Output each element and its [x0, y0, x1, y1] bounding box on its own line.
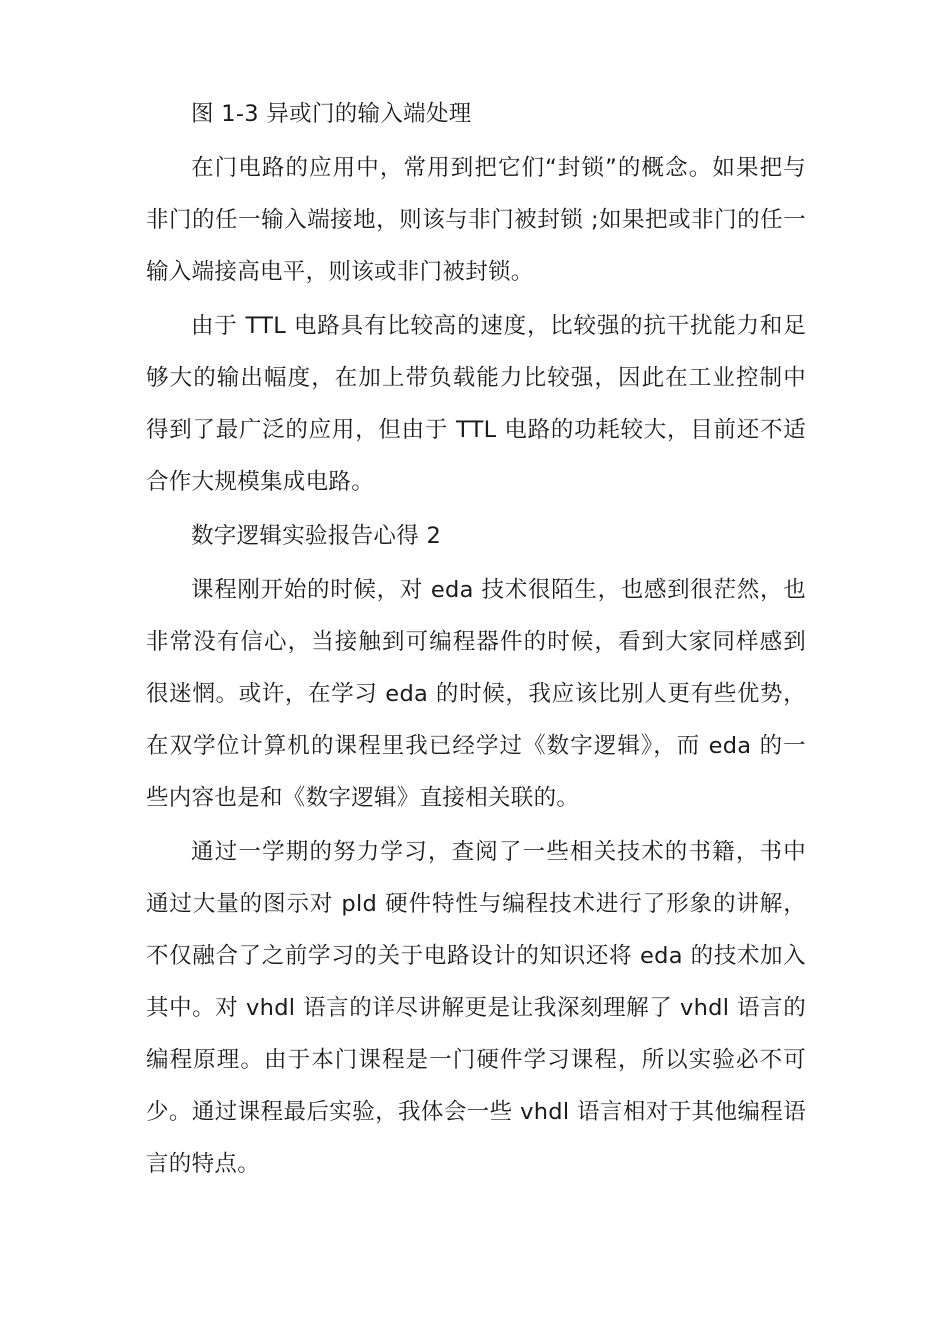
paragraph-ttl: 由于 TTL 电路具有比较高的速度，比较强的抗干扰能力和足够大的输出幅度，在加上带负载能力比较强，因此在工业控制中得到了最广泛的应用，但由于 TTL 电路的功耗较大，目前还不适合作大规模集成电路。 — [146, 313, 806, 495]
document-page — [146, 88, 806, 1190]
paragraph-gate-lock: 在门电路的应用中，常用到把它们“封锁”的概念。如果把与非门的任一输入端接地，则该与非门被封锁 ;如果把或非门的任一输入端接高电平，则该或非门被封锁。 — [146, 155, 806, 285]
paragraph-vhdl: 通过一学期的努力学习，查阅了一些相关技术的书籍，书中通过大量的图示对 pld 硬件特性与编程技术进行了形象的讲解，不仅融合了之前学习的关于电路设计的知识还将 eda 的技术加入其中。对 vhdl 语言的详尽讲解更是让我深刻理解了 vhdl 语言的编程原理。由于本门课程是一门硬件学习课程，所以实验必不可少。通过课程最后实验，我体会一些 vhdl 语言相对于其他编程语言的特点。 — [146, 839, 806, 1177]
figure-caption: 图 1-3 异或门的输入端处理 — [191, 101, 472, 127]
paragraph-eda-intro: 课程刚开始的时候，对 eda 技术很陌生，也感到很茫然，也非常没有信心，当接触到可编程器件的时候，看到大家同样感到很迷惘。或许，在学习 eda 的时候，我应该比别人更有些优势，在双学位计算机的课程里我已经学过《数字逻辑》，而 eda 的一些内容也是和《数字逻辑》直接相关联的。 — [146, 577, 806, 811]
section-heading: 数字逻辑实验报告心得 2 — [191, 523, 442, 549]
